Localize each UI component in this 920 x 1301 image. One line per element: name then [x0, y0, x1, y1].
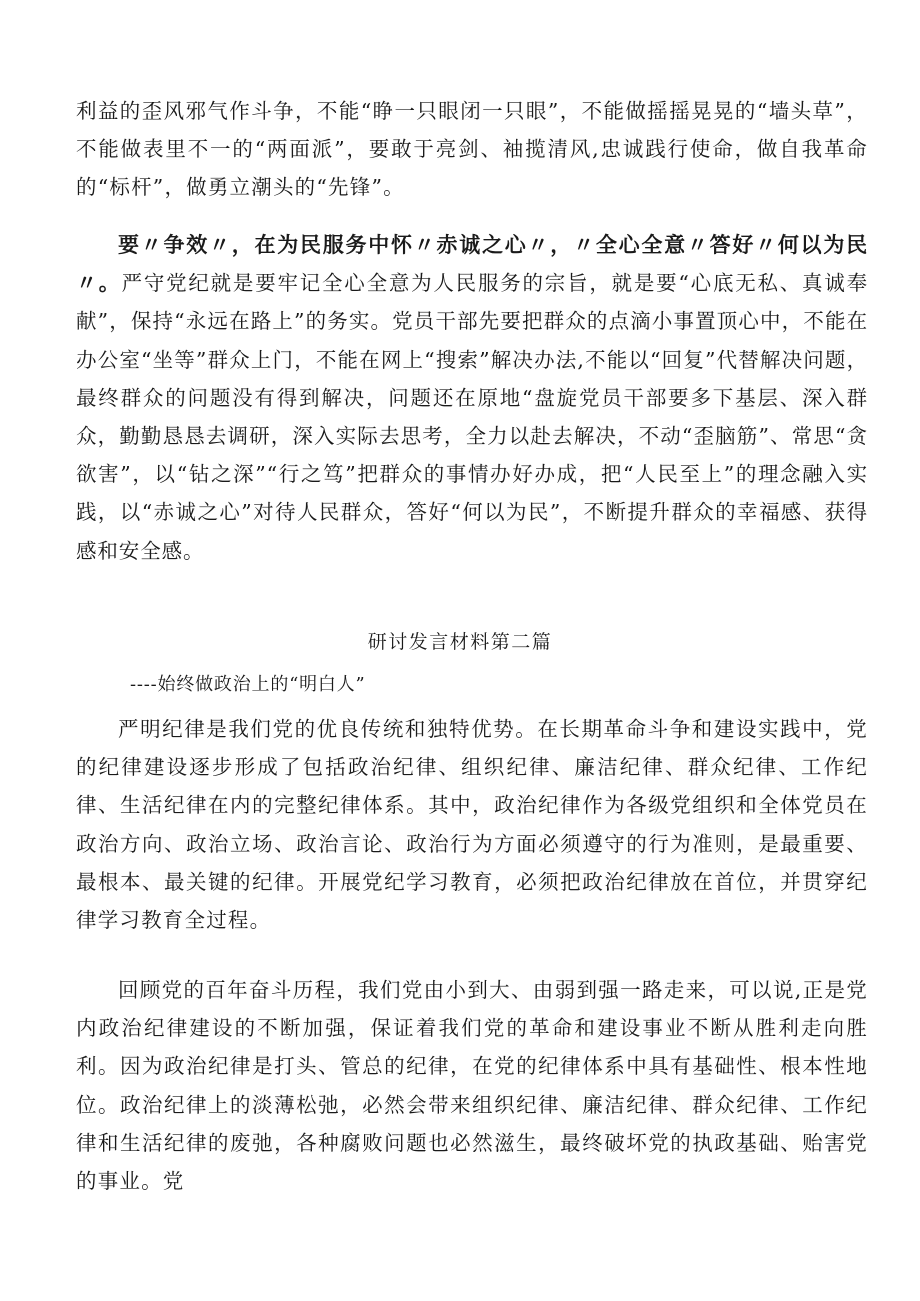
paragraph-serve-people — [76, 226, 868, 570]
paragraph-serve-people-body: 严守党纪就是要牢记全心全意为人民服务的宗旨，就是要“心底无私、真诚奉献”，保持“永远在路上”的务实。党员干部先要把群众的点滴小事置顶心中，不能在办公室“坐等”群众上门，不能在网上“搜索”解决办法,不能以“回复”代替解决问题，最终群众的问题没有得到解决，问题还在原地“盘旋党员干部要多下基层、深入群众，勤勤恳恳去调研，深入实际去思考，全力以赴去解决，不动“歪脑筋”、常思“贪欲害”，以“钻之深”“行之笃”把群众的事情办好办成，把“人民至上”的理念融入实践，以“赤诚之心”对待人民群众，答好“何以为民”，不断提升群众的幸福感、获得感和安全感。 — [76, 271, 869, 563]
paragraph-serve-people-heading: 要〃争效〃，在为民服务中怀〃赤诚之心〃，〃全心全意〃答好〃何以为民〃。 — [76, 233, 868, 296]
paragraph-political-discipline: 严明纪律是我们党的优良传统和独特优势。在长期革命斗争和建设实践中，党的纪律建设逐步形成了包括政治纪律、组织纪律、廉洁纪律、群众纪律、工作纪律、生活纪律在内的完整纪律体系。其中，政治纪律作为各级党组织和全体党员在政治方向、政治立场、政治言论、政治行为方面必须遵守的行为准则，是最重要、最根本、最关键的纪律。开展党纪学习教育，必须把政治纪律放在首位，并贯穿纪律学习教育全过程。 — [76, 717, 868, 933]
paragraph-continuation: 利益的歪风邪气作斗争，不能“睁一只眼闭一只眼”，不能做摇摇晃晃的“墙头草”，不能做表里不一的“两面派”，要敢于亮剑、袖揽清风,忠诚践行使命，做自我革命的“标杆”，做勇立潮头的“先锋”。 — [76, 99, 868, 200]
paragraph-party-history: 回顾党的百年奋斗历程，我们党由小到大、由弱到强一路走来，可以说,正是党内政治纪律建设的不断加强，保证着我们党的革命和建设事业不断从胜利走向胜利。因为政治纪律是打头、管总的纪律，在党的纪律体系中具有基础性、根本性地位。政治纪律上的淡薄松弛，必然会带来组织纪律、廉洁纪律、群众纪律、工作纪律和生活纪律的废弛，各种腐败问题也必然滋生，最终破坏党的执政基础、贻害党的事业。党 — [76, 978, 868, 1194]
section-subtitle: ----始终做政治上的“明白人” — [130, 674, 366, 695]
section-title: 研讨发言材料第二篇 — [367, 631, 553, 653]
